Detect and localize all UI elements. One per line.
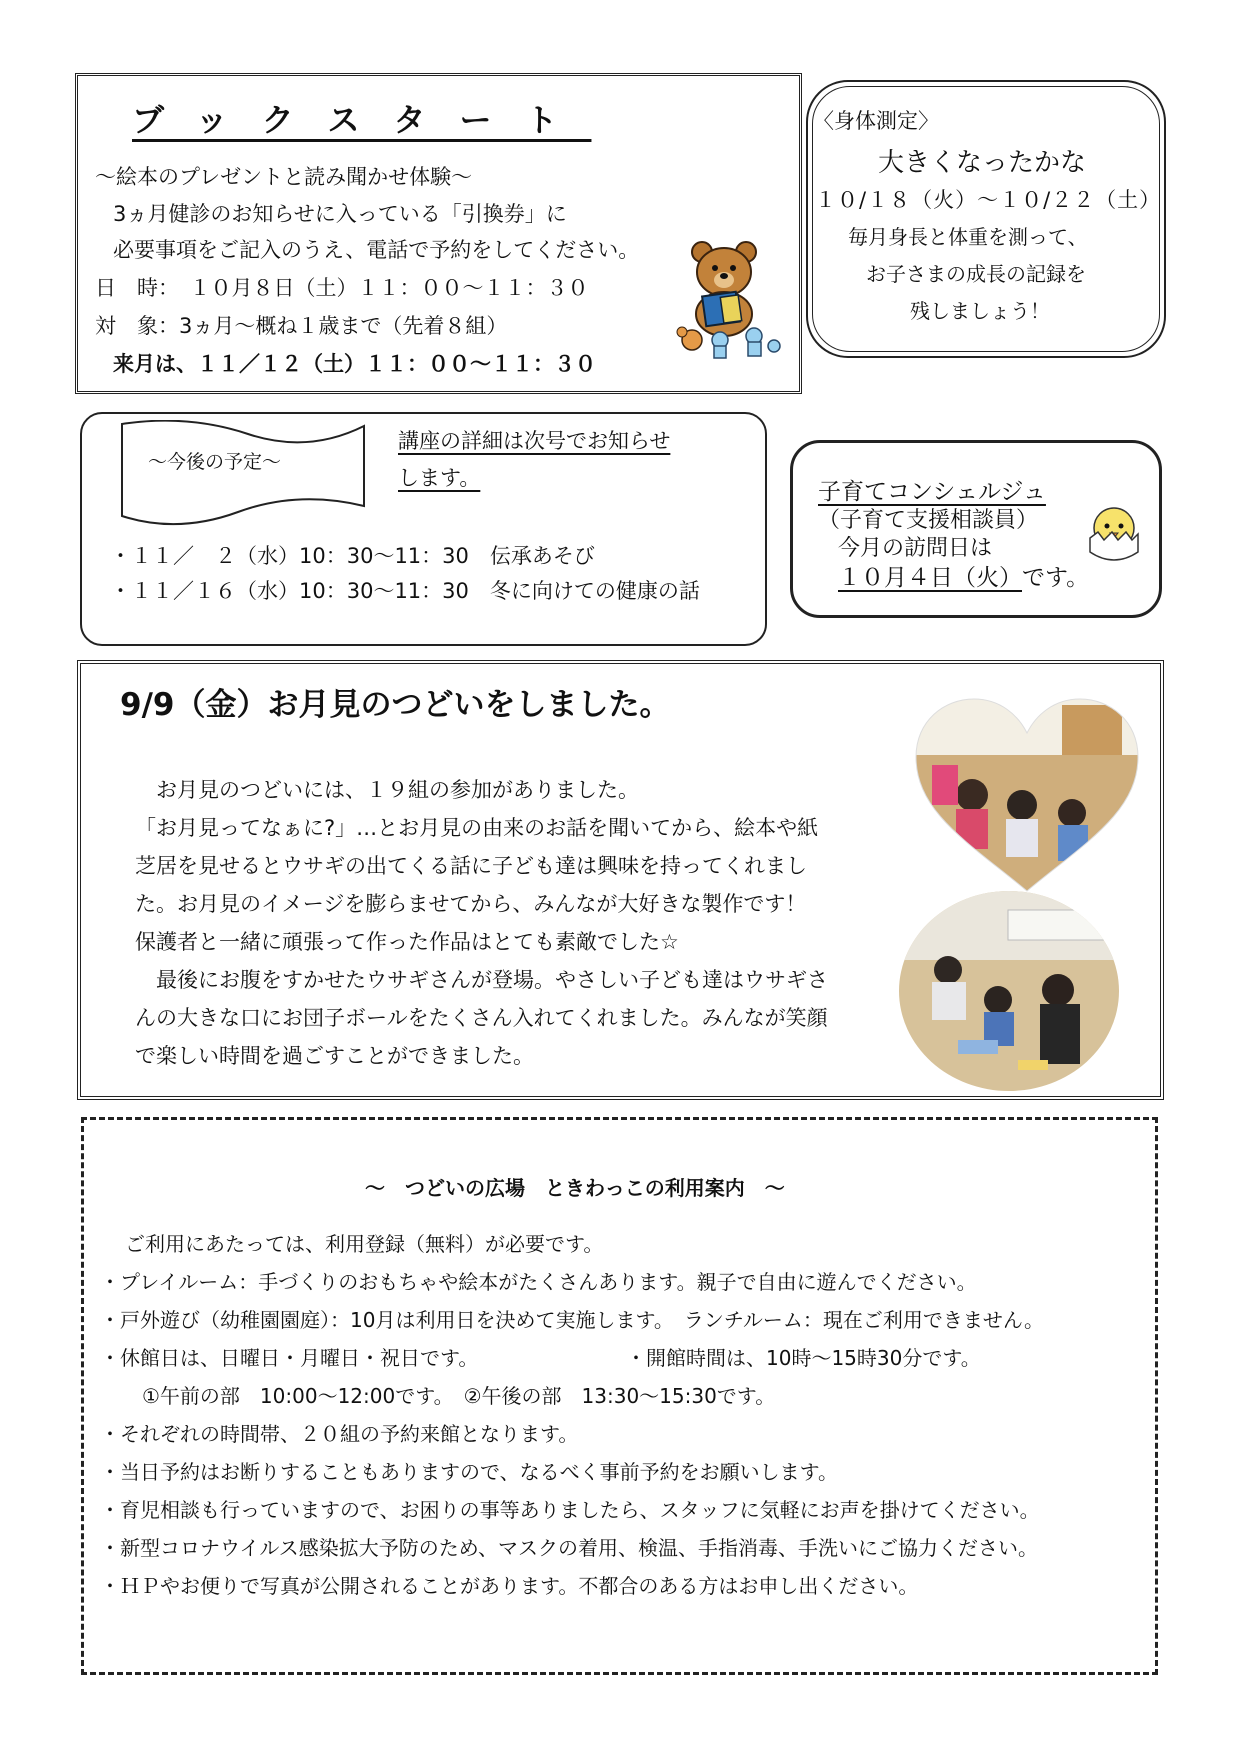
bear-reading-icon (676, 236, 788, 362)
concierge-date: １０月４日（火） (838, 565, 1022, 591)
event-line: 芝居を見せるとウサギの出てくる話に子ども達は興味を持ってくれまし (135, 854, 807, 878)
measurement-text3: 残しましょう！ (910, 299, 1050, 323)
upcoming-item: ・１１／１６（水）10：30～11：30 冬に向けての健康の話 (110, 579, 700, 603)
bookstart-line1: 3ヵ月健診のお知らせに入っている「引換券」に (113, 202, 567, 226)
guide-consult: ・育児相談も行っていますので、お困りの事等ありましたら、スタッフに気軽にお声を掛けてください。 (100, 1498, 1040, 1522)
guide-photos: ・ＨＰやお便りで写真が公開されることがあります。不都合のある方はお申し出ください。 (100, 1574, 919, 1598)
upcoming-note2: します。 (398, 466, 481, 490)
event-line: で楽しい時間を過ごすことができました。 (135, 1044, 534, 1068)
guide-sessions: ①午前の部 10:00～12:00です。 ②午後の部 13:30～15:30です。 (142, 1384, 776, 1408)
event-title: 9/9（金）お月見のつどいをしました。 (120, 687, 671, 723)
chick-in-egg-icon (1082, 502, 1146, 564)
banner-scroll-icon (118, 420, 368, 526)
guide-hours: ・開館時間は、10時～15時30分です。 (626, 1346, 981, 1370)
upcoming-banner: ～今後の予定～ (148, 451, 282, 473)
event-photo-circle (898, 890, 1120, 1092)
guide-intro: ご利用にあたっては、利用登録（無料）が必要です。 (125, 1232, 604, 1256)
bookstart-target: 対 象：3ヵ月～概ね１歳まで（先着８組） (95, 314, 508, 338)
event-line: お月見のつどいには、１９組の参加がありました。 (135, 778, 639, 802)
measurement-dates: １０/１８（火）～１０/２２（土） (815, 188, 1162, 212)
event-line: んの大きな口にお団子ボールをたくさん入れてくれました。みんなが笑顔 (135, 1006, 828, 1030)
event-line: 最後にお腹をすかせたウサギさんが登場。やさしい子ども達はウサギさ (135, 968, 828, 992)
bookstart-title: ブックスタート (132, 101, 592, 139)
concierge-title: 子育てコンシェルジュ (818, 479, 1046, 505)
measurement-text1: 毎月身長と体重を測って、 (848, 225, 1088, 249)
concierge-visit (838, 567, 1089, 590)
guide-covid: ・新型コロナウイルス感染拡大予防のため、マスクの着用、検温、手指消毒、手洗いにご協力ください。 (100, 1536, 1038, 1560)
bookstart-next: 来月は、１１／１２（土）１１：００～１１：３０ (113, 352, 596, 376)
event-photo-heart (912, 695, 1142, 895)
measurement-text2: お子さまの成長の記録を (866, 262, 1086, 286)
bookstart-subtitle: ～絵本のプレゼントと読み聞かせ体験～ (95, 165, 473, 189)
event-line: た。お月見のイメージを膨らませてから、みんなが大好きな製作です！ (135, 892, 807, 916)
bookstart-line2: 必要事項をご記入のうえ、電話で予約をしてください。 (113, 238, 640, 262)
guide-title: ～ つどいの広場 ときわっこの利用案内 ～ (365, 1176, 785, 1200)
upcoming-item: ・１１／ ２（水）10：30～11：30 伝承あそび (110, 544, 595, 568)
concierge-sub: （子育て支援相談員） (818, 508, 1039, 533)
bookstart-date: 日 時： １０月８日（土）１１：００～１１：３０ (95, 276, 589, 300)
upcoming-note1: 講座の詳細は次号でお知らせ (398, 429, 671, 453)
guide-reservation: ・それぞれの時間帯、２０組の予約来館となります。 (100, 1422, 579, 1446)
guide-outdoor: ・戸外遊び（幼稚園園庭）：10月は利用日を決めて実施します。 ランチルーム：現在ご利用できません。 (100, 1308, 1045, 1332)
measurement-heading: 〈身体測定〉 (813, 109, 939, 133)
guide-playroom: ・プレイルーム：手づくりのおもちゃや絵本がたくさんあります。親子で自由に遊んでください。 (100, 1270, 977, 1294)
event-line: 保護者と一緒に頑張って作った作品はとても素敵でした☆ (135, 930, 679, 954)
guide-sameday: ・当日予約はお断りすることもありますので、なるべく事前予約をお願いします。 (100, 1460, 838, 1484)
concierge-suffix: です。 (1022, 565, 1090, 591)
concierge-line: 今月の訪問日は (838, 536, 993, 561)
event-line: 「お月見ってなぁに?」…とお月見の由来のお話を聞いてから、絵本や紙 (135, 816, 819, 840)
guide-closed: ・休館日は、日曜日・月曜日・祝日です。 (100, 1346, 479, 1370)
